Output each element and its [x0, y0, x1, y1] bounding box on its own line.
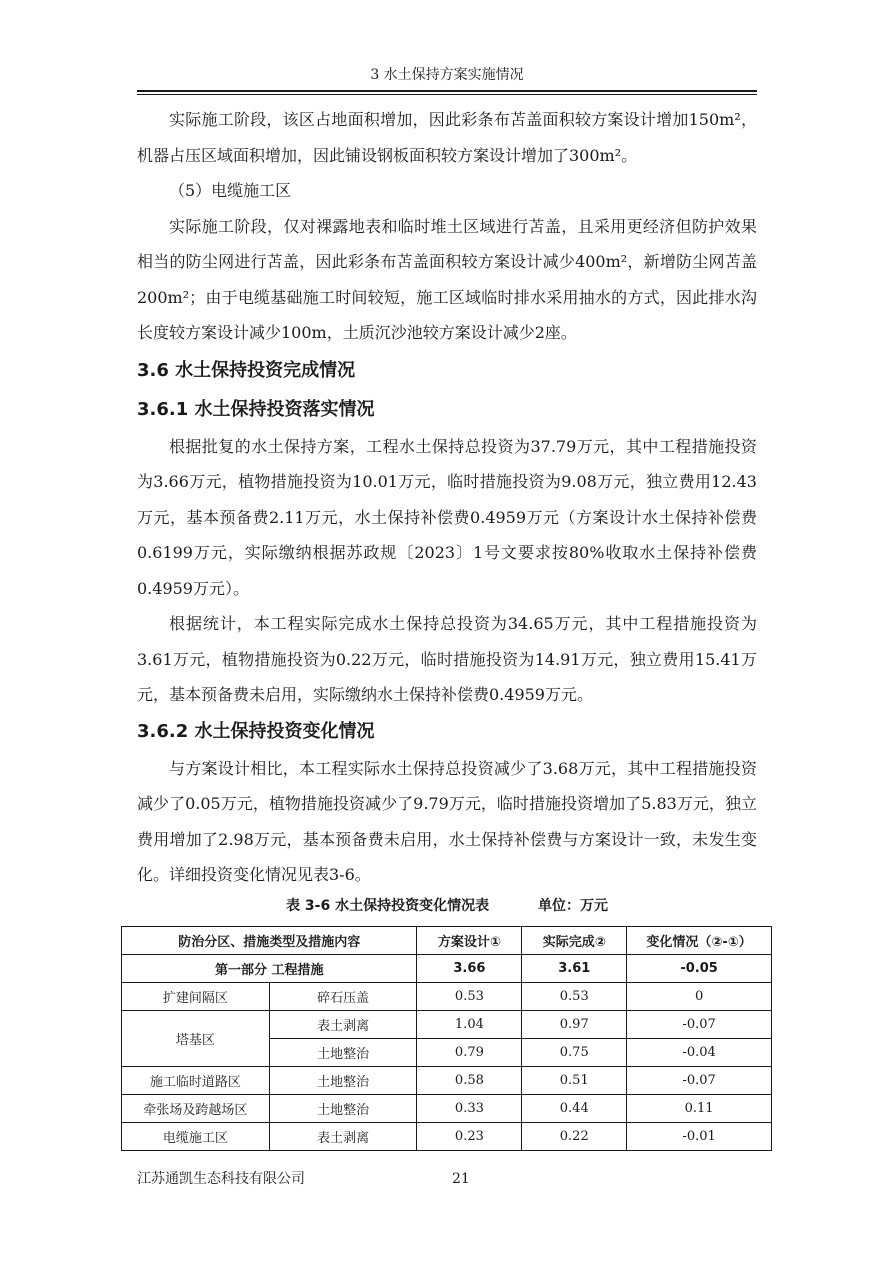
- running-header: 3 水土保持方案实施情况: [370, 67, 524, 83]
- table-title: 表 3-6 水土保持投资变化情况表: [286, 898, 490, 914]
- table-cell: 0.75: [522, 1039, 627, 1067]
- paragraph-2: 实际施工阶段，仅对裸露地表和临时堆土区域进行苫盖，且采用更经济但防护效果相当的防尘网进行苫盖，因此彩条布苫盖面积较方案设计减少400m²，新增防尘网苫盖200m²；由于电缆基础施工时间较短，施工区域临时排水采用抽水的方式，因此排水沟长度较方案设计减少100m，土质沉沙池较方案设计减少2座。: [137, 216, 757, 342]
- header-rule-thin: [137, 94, 757, 95]
- table-cell: 第一部分 工程措施: [122, 955, 417, 983]
- table-cell: 表土剥离: [269, 1011, 417, 1039]
- table-cell: 0.53: [417, 983, 522, 1011]
- table-cell: 土地整治: [269, 1039, 417, 1067]
- table-cell: 0.51: [522, 1067, 627, 1095]
- table-cell: 0.44: [522, 1095, 627, 1123]
- column-header: 方案设计①: [417, 927, 522, 955]
- paragraph-4: 根据统计，本工程实际完成水土保持总投资为34.65万元，其中工程措施投资为3.61万元，植物措施投资为0.22万元，临时措施投资为14.91万元，独立费用15.41万元，基本预备费未启用，实际缴纳水土保持补偿费0.4959万元。: [137, 614, 757, 704]
- table-cell: 0: [627, 983, 772, 1011]
- table-cell: -0.04: [627, 1039, 772, 1067]
- table-cell: 表土剥离: [269, 1123, 417, 1151]
- table-cell: 0.23: [417, 1123, 522, 1151]
- table-row: [122, 1011, 772, 1039]
- table-cell: 3.61: [522, 955, 627, 983]
- table-row: [122, 1123, 772, 1151]
- table-cell: 0.33: [417, 1095, 522, 1123]
- table-total-row: [122, 955, 772, 983]
- table-row: [122, 1095, 772, 1123]
- subsection-item-5: （5）电缆施工区: [169, 181, 292, 200]
- page-number: 21: [452, 1171, 470, 1187]
- table-cell: 牵张场及跨越场区: [122, 1095, 270, 1123]
- table-cell: 土地整治: [269, 1095, 417, 1123]
- table-cell: 3.66: [417, 955, 522, 983]
- table-cell: -0.07: [627, 1011, 772, 1039]
- table-cell: 碎石压盖: [269, 983, 417, 1011]
- column-header: 实际完成②: [522, 927, 627, 955]
- paragraph-5: 与方案设计相比，本工程实际水土保持总投资减少了3.68万元，其中工程措施投资减少了0.05万元，植物措施投资减少了9.79万元，临时措施投资增加了5.83万元，独立费用增加了2.98万元，基本预备费未启用，水土保持补偿费与方案设计一致，未发生变化。详细投资变化情况见表3-6。: [137, 758, 757, 884]
- table-cell: 土地整治: [269, 1067, 417, 1095]
- table-row: [122, 1067, 772, 1095]
- table-cell: 0.58: [417, 1067, 522, 1095]
- table-cell: 0.22: [522, 1123, 627, 1151]
- footer-company: 江苏通凯生态科技有限公司: [137, 1171, 305, 1187]
- table-header-row: [122, 927, 772, 955]
- table-cell: 扩建间隔区: [122, 983, 270, 1011]
- paragraph-1: 实际施工阶段，该区占地面积增加，因此彩条布苫盖面积较方案设计增加150m²，机器占压区域面积增加，因此铺设钢板面积较方案设计增加了300m²。: [137, 110, 757, 165]
- section-heading-3-6-2: 3.6.2 水土保持投资变化情况: [137, 720, 375, 742]
- header-rule: [137, 90, 757, 92]
- table-cell: 电缆施工区: [122, 1123, 270, 1151]
- table-caption: [137, 895, 757, 917]
- table-cell: -0.01: [627, 1123, 772, 1151]
- section-heading-3-6-1: 3.6.1 水土保持投资落实情况: [137, 398, 375, 420]
- table-cell: 1.04: [417, 1011, 522, 1039]
- paragraph-3: 根据批复的水土保持方案，工程水土保持总投资为37.79万元，其中工程措施投资为3.66万元，植物措施投资为10.01万元，临时措施投资为9.08万元，独立费用12.43万元，基本预备费2.11万元，水土保持补偿费0.4959万元（方案设计水土保持补偿费0.6199万元，实际缴纳根据苏政规〔2023〕1号文要求按80%收取水土保持补偿费0.4959万元）。: [137, 436, 757, 598]
- section-heading-3-6: 3.6 水土保持投资完成情况: [137, 359, 356, 381]
- table-cell: 0.97: [522, 1011, 627, 1039]
- table-cell: 塔基区: [122, 1011, 270, 1067]
- table-row: [122, 983, 772, 1011]
- table-unit: 单位：万元: [537, 898, 608, 914]
- table-cell: 0.11: [627, 1095, 772, 1123]
- column-header: 防治分区、措施类型及措施内容: [122, 927, 417, 955]
- investment-change-table: [121, 926, 772, 1151]
- table-cell: 0.53: [522, 983, 627, 1011]
- body-text: [137, 102, 757, 893]
- table-cell: 施工临时道路区: [122, 1067, 270, 1095]
- table-cell: -0.07: [627, 1067, 772, 1095]
- column-header: 变化情况（②-①）: [627, 927, 772, 955]
- table-cell: 0.79: [417, 1039, 522, 1067]
- table-cell: -0.05: [627, 955, 772, 983]
